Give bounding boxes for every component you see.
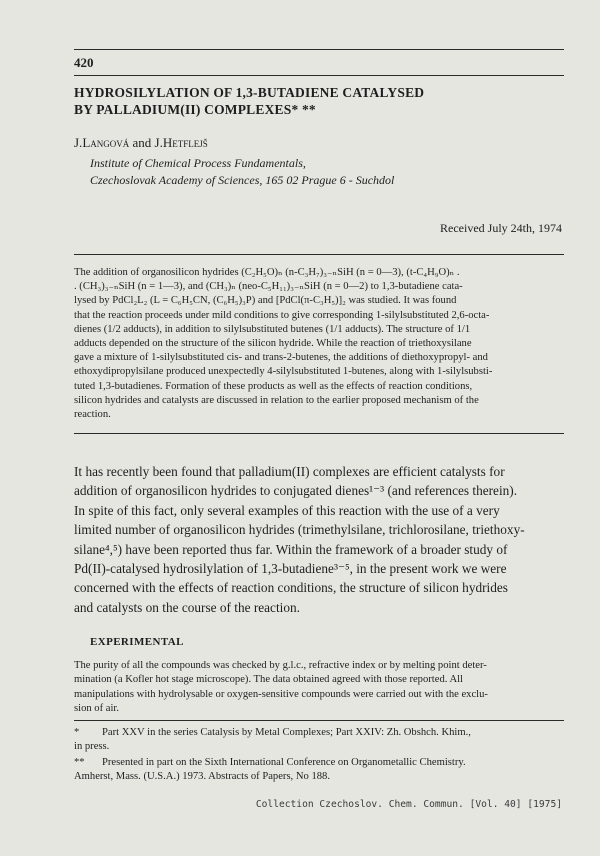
header-rule bbox=[74, 75, 564, 76]
abstract-line: tuted 1,3-butadienes. Formation of these products as well as the effects of reaction conditions, bbox=[74, 380, 473, 392]
author-surname: Langová bbox=[82, 135, 130, 150]
body-line: silane⁴,⁵) have been reported thus far. Within the framework of a broader study of bbox=[74, 541, 508, 557]
footnote bbox=[74, 726, 564, 755]
body-line: Pd(II)-catalysed hydrosilylation of 1,3-butadiene³⁻⁵, in the present work we were bbox=[74, 561, 507, 577]
experimental-line: The purity of all the compounds was checked by g.l.c., refractive index or by melting point deter- bbox=[74, 660, 487, 671]
abstract-line: The addition of organosilicon hydrides (C₂H₅O)ₙ (n-C₃H₇)₃₋ₙSiH (n = 0—3), (t-C₄H₉O)ₙ . bbox=[74, 267, 460, 278]
author-surname: Hetflejš bbox=[162, 135, 208, 150]
footnote-marker: * bbox=[74, 727, 80, 738]
abstract-line: . (CH₃)₃₋ₙSiH (n = 1—3), and (CH₃)ₙ (neo-C₅H₁₁)₃₋ₙSiH (n = 0—2) to 1,3-butadiene cata- bbox=[74, 281, 463, 293]
abstract-line: gave a mixture of 1-silylsubstituted cis- and trans-2-butenes, the additions of diethoxypropyl- and bbox=[74, 352, 488, 364]
article-title bbox=[74, 84, 554, 118]
footnote-line: in press. bbox=[74, 741, 110, 753]
abstract-line: ethoxydipropylsilane produced unexpectedly 4-silylsubstituted 1-butenes, along with 1-silylsubsti- bbox=[74, 366, 493, 378]
footnote-line: Part XXV in the series Catalysis by Metal Complexes; Part XXIV: Zh. Obshch. Khim., bbox=[102, 727, 471, 738]
footnote-marker: ** bbox=[74, 757, 85, 768]
abstract-line: dienes (1/2 adducts), in addition to silylsubstituted butenes (1/1 adducts). The structure of 1/1 bbox=[74, 323, 471, 335]
author-conjunction: and bbox=[129, 135, 155, 150]
experimental-line: sion of air. bbox=[74, 702, 120, 714]
abstract-top-rule bbox=[74, 254, 564, 255]
footnote-line: Presented in part on the Sixth International Conference on Organometallic Chemistry. bbox=[102, 757, 466, 768]
author-initial: J. bbox=[154, 135, 163, 150]
body-line: and catalysts on the course of the reaction. bbox=[74, 599, 300, 615]
received-date: Received July 24th, 1974 bbox=[440, 221, 562, 235]
abstract-bottom-rule bbox=[74, 433, 564, 434]
body-line: In spite of this fact, only several examples of this reaction with the use of a very bbox=[74, 502, 500, 518]
abstract-line: that the reaction proceeds under mild conditions to give corresponding 1-silylsubstituted 2,6-octa- bbox=[74, 309, 490, 321]
body-line: addition of organosilicon hydrides to conjugated dienes¹⁻³ (and references therein). bbox=[74, 483, 518, 499]
affiliation-line: Czechoslovak Academy of Sciences, 165 02 Prague 6 - Suchdol bbox=[90, 173, 395, 187]
abstract-line: lysed by PdCl₂L₂ (L = C₆H₅CN, (C₆H₅)₃P) and [PdCl(π-C₃H₅)]₂ was studied. It was found bbox=[74, 295, 457, 307]
body-line: concerned with the effects of reaction conditions, the structure of silicon hydrides bbox=[74, 580, 508, 596]
affiliation-line: Institute of Chemical Process Fundamentals, bbox=[90, 156, 306, 170]
body-line: limited number of organosilicon hydrides (trimethylsilane, trichlorosilane, triethoxy- bbox=[74, 522, 525, 538]
author-initial: J. bbox=[74, 135, 83, 150]
abstract-line: silicon hydrides and catalysts are discussed in relation to the earlier proposed mechanism of the bbox=[74, 394, 479, 406]
title-line: BY PALLADIUM(II) COMPLEXES* ** bbox=[74, 102, 316, 117]
abstract bbox=[74, 266, 564, 422]
affiliation bbox=[90, 155, 394, 189]
journal-citation: Collection Czechoslov. Chem. Commun. [Vol. 40] [1975] bbox=[255, 799, 562, 810]
top-rule bbox=[74, 49, 564, 50]
footnote-rule bbox=[74, 720, 564, 721]
introduction-text bbox=[74, 462, 564, 617]
abstract-line: adducts depended on the structure of the silicon hydride. While the reaction of triethoxysilane bbox=[74, 338, 472, 350]
abstract-line: reaction. bbox=[74, 409, 111, 421]
footnote bbox=[74, 756, 564, 785]
experimental-text bbox=[74, 659, 564, 716]
experimental-line: manipulations with hydrolysable or oxygen-sensitive compounds were carried out with the exclu- bbox=[74, 688, 488, 700]
section-heading: EXPERIMENTAL bbox=[90, 636, 184, 648]
body-line: It has recently been found that palladium(II) complexes are efficient catalysts for bbox=[74, 464, 505, 479]
footnote-line: Amherst, Mass. (U.S.A.) 1973. Abstracts of Papers, No 188. bbox=[74, 771, 330, 783]
title-line: HYDROSILYLATION OF 1,3-BUTADIENE CATALYSED bbox=[74, 85, 425, 100]
page-number: 420 bbox=[74, 55, 94, 70]
experimental-line: mination (a Kofler hot stage microscope). The data obtained agreed with those reported. All bbox=[74, 674, 463, 686]
authors bbox=[74, 135, 208, 151]
